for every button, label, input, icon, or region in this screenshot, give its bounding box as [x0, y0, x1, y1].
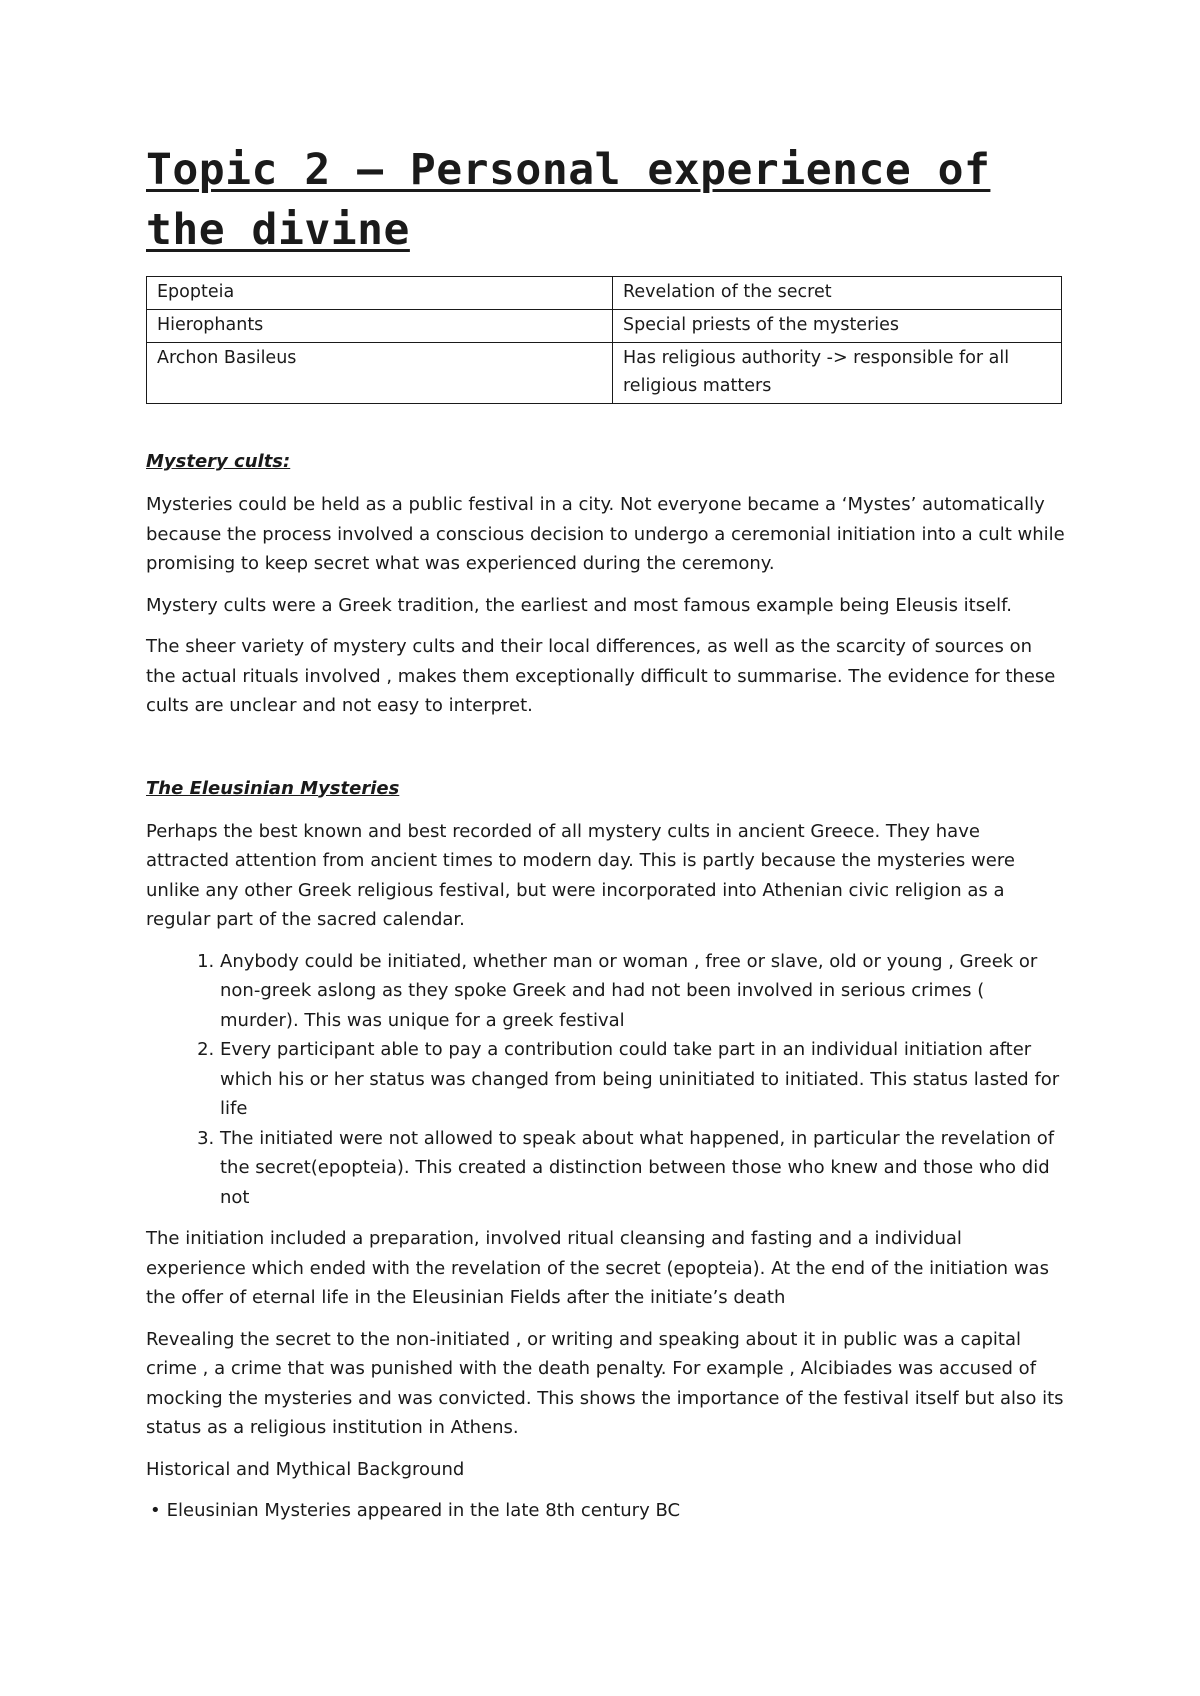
- table-row: [147, 277, 1062, 310]
- background-heading: Historical and Mythical Background: [146, 1458, 465, 1480]
- definition-cell: Special priests of the mysteries: [613, 310, 1062, 343]
- paragraph: The initiation included a preparation, involved ritual cleansing and fasting and a individual experience which ended with the revelation of the secret (epopteia). At the end of the initiation was the offer of eternal life in the Eleusinian Fields after the initiate’s death: [146, 1228, 1049, 1308]
- paragraph: Mystery cults were a Greek tradition, the earliest and most famous example being Eleusis itself.: [146, 594, 1012, 616]
- paragraph: The sheer variety of mystery cults and their local differences, as well as the scarcity of sources on the actual rituals involved , makes them exceptionally difficult to summarise. The evidence for these cults are unclear and not easy to interpret.: [146, 636, 1056, 716]
- list-item: 3. The initiated were not allowed to speak about what happened, in particular the revelation of the secret(epopteia). This created a distinction between those who knew and those who did not: [220, 1124, 1066, 1213]
- definition-cell: Revelation of the secret: [613, 277, 1062, 310]
- eleusinian-heading: The Eleusinian Mysteries: [146, 777, 400, 799]
- bullet-text: Eleusinian Mysteries appeared in the late 8th century BC: [166, 1500, 681, 1521]
- bullet-icon: •: [150, 1500, 161, 1521]
- paragraph: Mysteries could be held as a public festival in a city. Not everyone became a ‘Mystes’ automatically because the process involved a conscious decision to undergo a ceremonial initiation into a cult while promising to keep secret what was experienced during the ceremony.: [146, 494, 1065, 574]
- page-title: Topic 2 – Personal experience of the divine: [146, 145, 991, 255]
- spacer: [146, 733, 1066, 775]
- table-row: [147, 343, 1062, 404]
- numbered-list: [146, 947, 1066, 1213]
- paragraph: Perhaps the best known and best recorded of all mystery cults in ancient Greece. They have attracted attention from ancient times to modern day. This is partly because the mysteries were unlike any other Greek religious festival, but were incorporated into Athenian civic religion as a regular part of the sacred calendar.: [146, 820, 1015, 930]
- term-cell: Hierophants: [147, 310, 613, 343]
- definition-cell: Has religious authority -> responsible for all religious matters: [613, 343, 1062, 404]
- paragraph: Revealing the secret to the non-initiated , or writing and speaking about it in public was a capital crime , a crime that was punished with the death penalty. For example , Alcibiades was accused of mocking the mysteries and was convicted. This shows the importance of the festival itself but also its status as a religious institution in Athens.: [146, 1328, 1064, 1438]
- bullet-item: [146, 1496, 1066, 1526]
- document-page: [146, 140, 1066, 1526]
- list-item: 2. Every participant able to pay a contribution could take part in an individual initiation after which his or her status was changed from being uninitiated to initiated. This status lasted for life: [220, 1035, 1066, 1124]
- term-cell: Archon Basileus: [147, 343, 613, 404]
- glossary-table: [146, 276, 1062, 404]
- mystery-cults-heading: Mystery cults:: [146, 451, 291, 472]
- list-item: 1. Anybody could be initiated, whether man or woman , free or slave, old or young , Greek or non-greek aslong as they spoke Greek and had not been involved in serious crimes ( murder). This was unique for a greek festival: [220, 947, 1066, 1036]
- term-cell: Epopteia: [147, 277, 613, 310]
- table-row: [147, 310, 1062, 343]
